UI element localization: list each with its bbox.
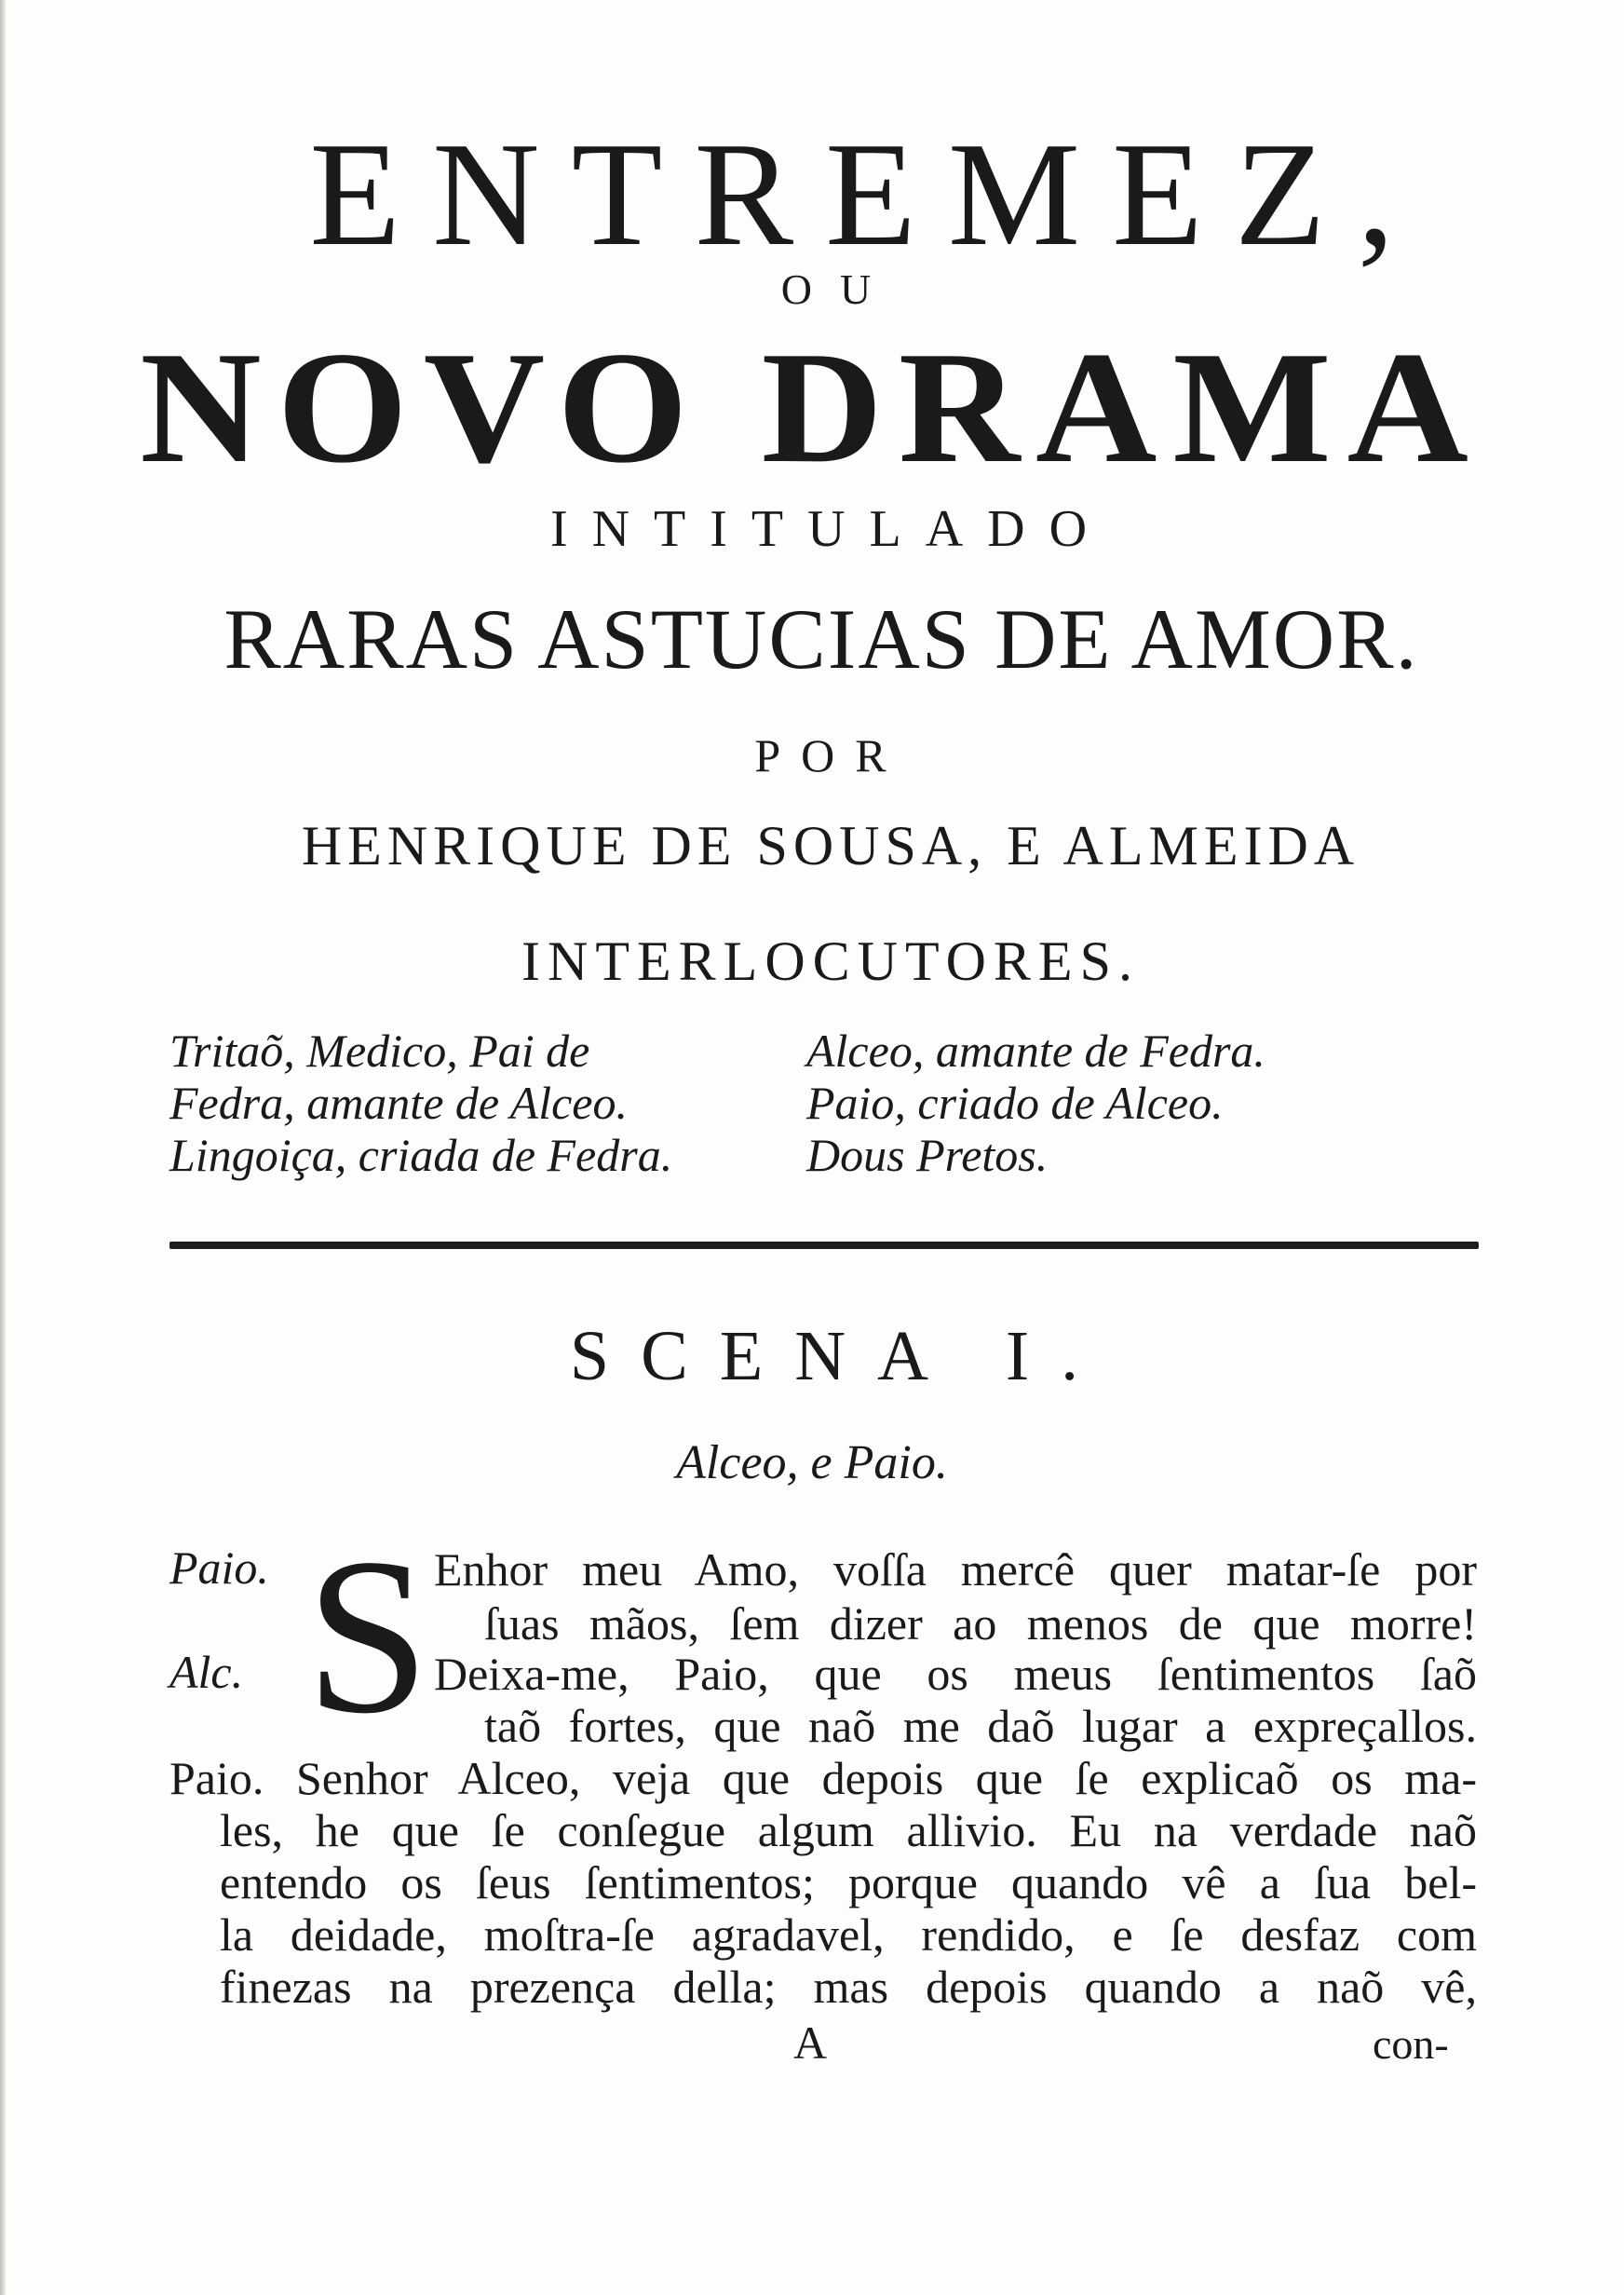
dialogue-line: les, he que ſe conſegue algum allivio. Eu na verdade naõ [220,1804,1477,1856]
speaker-label-paio: Paio. [169,1541,269,1594]
printer-signature-mark: A [793,2017,828,2069]
dialogue-line: Paio. Senhor Alceo, veja que depois que ſe explicaõ os ma- [169,1752,1477,1804]
author-name: HENRIQUE DE SOUSA, E ALMEIDA [301,815,1360,876]
dialogue-line: la deidade, moſtra-ſe agradavel, rendido, e ſe desfaz com [220,1908,1477,1961]
dialogue-line: Enhor meu Amo, voſſa mercê quer matar-ſe por [434,1543,1477,1596]
title-line-entremez: ENTREMEZ, [309,111,1427,277]
cast-entry: Fedra, amante de Alceo. [169,1077,628,1129]
cast-entry: Paio, criado de Alceo. [806,1077,1224,1129]
scene-characters: Alceo, e Paio. [676,1436,948,1489]
cast-entry: Tritaõ, Medico, Pai de [169,1025,590,1077]
drop-cap-letter: S [305,1512,430,1759]
cast-list-left [169,1025,672,1181]
dialogue-line: ſuas mãos, ſem dizer ao menos de que morre! [484,1597,1477,1650]
cast-list-right [806,1025,1265,1181]
dialogue-line: entendo os ſeus ſentimentos; porque quando vê a ſua bel- [220,1856,1477,1908]
cast-entry: Alceo, amante de Fedra. [806,1025,1265,1077]
title-intitulado: INTITULADO [549,500,1112,558]
dialogue-line: Deixa-me, Paio, que os meus ſentimentos ſaõ [434,1648,1477,1700]
title-line-raras-astucias: RARAS ASTUCIAS DE AMOR. [223,591,1419,686]
interlocutores-heading: INTERLOCUTORES. [521,930,1140,992]
cast-entry: Dous Pretos. [806,1129,1049,1181]
horizontal-rule [169,1242,1479,1249]
dialogue-line: finezas na prezença della; mas depois quando a naõ vê, [220,1961,1477,2013]
speaker-label-alceo: Alc. [169,1646,244,1698]
byline-por: POR [754,729,907,781]
title-connector-ou: OU [780,265,900,313]
dialogue-line: taõ fortes, que naõ me daõ lugar a expreçallos. [484,1700,1477,1752]
title-line-novo-drama: NOVO DRAMA [140,319,1484,496]
catchword: con- [1373,2020,1449,2068]
cast-entry: Lingoiça, criada de Fedra. [169,1129,673,1181]
scene-title: SCENA I. [569,1317,1111,1395]
